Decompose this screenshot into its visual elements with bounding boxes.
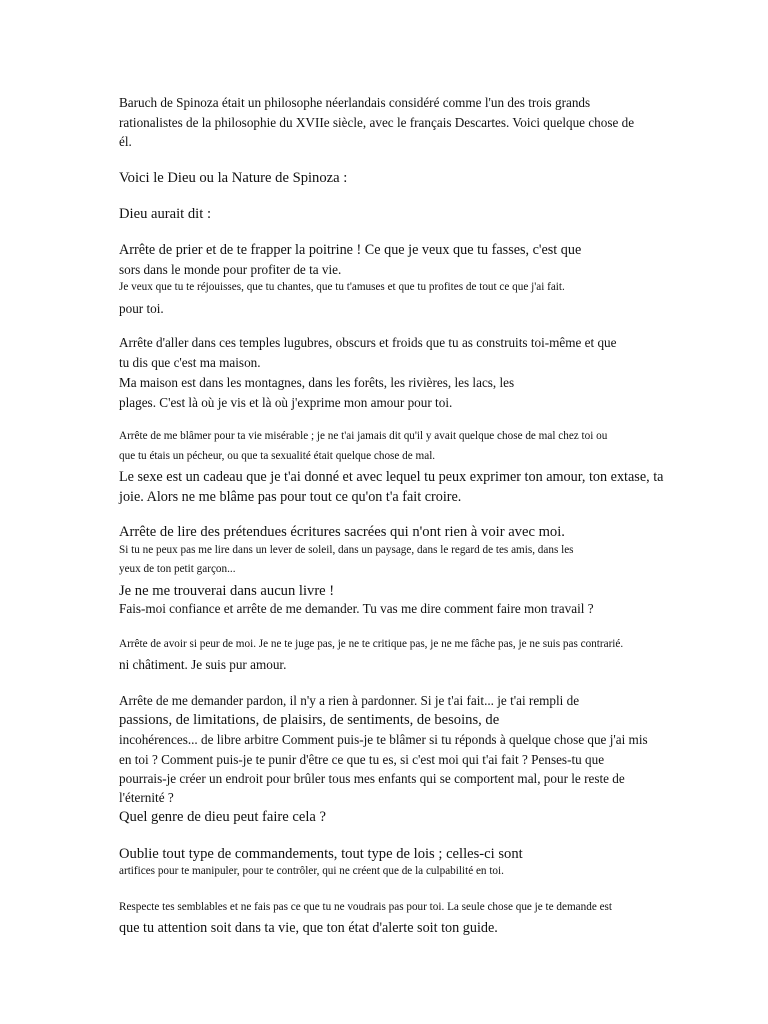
text-line: pourrais-je créer un endroit pour brûler tous mes enfants qui se comportent mal, pour le reste de	[119, 771, 625, 786]
text-line: Oublie tout type de commandements, tout type de lois ; celles-ci sont	[119, 846, 523, 862]
text-line: Si tu ne peux pas me lire dans un lever de soleil, dans un paysage, dans le regard de tes amis, dans les	[119, 544, 574, 556]
text-line: joie. Alors ne me blâme pas pour tout ce qu'on t'a fait croire.	[119, 489, 462, 505]
text-line: Arrête de me demander pardon, il n'y a rien à pardonner. Si je t'ai fait... je t'ai rempli de	[119, 693, 580, 708]
text-line: passions, de limitations, de plaisirs, de sentiments, de besoins, de	[119, 712, 500, 728]
intro-line-1: Baruch de Spinoza était un philosophe néerlandais considéré comme l'un des trois grands	[119, 95, 591, 110]
text-line: Ma maison est dans les montagnes, dans les forêts, les rivières, les lacs, les	[119, 375, 515, 390]
text-line: Arrête de avoir si peur de moi. Je ne te juge pas, je ne te critique pas, je ne me fâche pas, je ne suis pas contrarié.	[119, 638, 624, 650]
text-line: Arrête de me blâmer pour ta vie misérable ; je ne t'ai jamais dit qu'il y avait quelque chose de mal chez toi ou	[119, 430, 608, 442]
section-heading: Voici le Dieu ou la Nature de Spinoza :	[119, 170, 348, 186]
text-line: Fais-moi confiance et arrête de me demander. Tu vas me dire comment faire mon travail ?	[119, 601, 594, 616]
text-line: Le sexe est un cadeau que je t'ai donné et avec lequel tu peux exprimer ton amour, ton extase, ta	[119, 469, 664, 485]
intro-line-3: él.	[119, 134, 132, 149]
text-line: Arrête d'aller dans ces temples lugubres, obscurs et froids que tu as construits toi-même et que	[119, 335, 617, 350]
text-line: en toi ? Comment puis-je te punir d'être ce que tu es, si c'est moi qui t'ai fait ? Penses-tu que	[119, 752, 605, 767]
intro-line-2: rationalistes de la philosophie du XVIIe siècle, avec le français Descartes. Voici quelque chose de	[119, 115, 635, 130]
text-line: Respecte tes semblables et ne fais pas ce que tu ne voudrais pas pour toi. La seule chose que je te demande est	[119, 901, 613, 913]
text-line: pour toi.	[119, 301, 164, 316]
text-line: l'éternité ?	[119, 790, 174, 805]
text-line: Je veux que tu te réjouisses, que tu chantes, que tu t'amuses et que tu profites de tout ce que j'ai fait.	[119, 281, 565, 293]
text-line: que tu attention soit dans ta vie, que ton état d'alerte soit ton guide.	[119, 920, 498, 936]
text-line: ni châtiment. Je suis pur amour.	[119, 657, 287, 672]
text-line: sors dans le monde pour profiter de ta vie.	[119, 262, 342, 277]
text-line: Je ne me trouverai dans aucun livre !	[119, 583, 335, 599]
text-line: plages. C'est là où je vis et là où j'exprime mon amour pour toi.	[119, 395, 453, 410]
text-line: Quel genre de dieu peut faire cela ?	[119, 809, 327, 825]
text-line: Arrête de lire des prétendues écritures sacrées qui n'ont rien à voir avec moi.	[119, 524, 565, 540]
text-line: yeux de ton petit garçon...	[119, 563, 236, 575]
quote-intro: Dieu aurait dit :	[119, 206, 211, 222]
text-line: que tu étais un pécheur, ou que ta sexualité était quelque chose de mal.	[119, 450, 436, 462]
text-line: artifices pour te manipuler, pour te contrôler, qui ne créent que de la culpabilité en toi.	[119, 865, 504, 877]
text-line: incohérences... de libre arbitre Comment puis-je te blâmer si tu réponds à quelque chose que j'ai mis	[119, 732, 648, 747]
text-line: Arrête de prier et de te frapper la poitrine ! Ce que je veux que tu fasses, c'est que	[119, 242, 582, 258]
text-line: tu dis que c'est ma maison.	[119, 355, 261, 370]
